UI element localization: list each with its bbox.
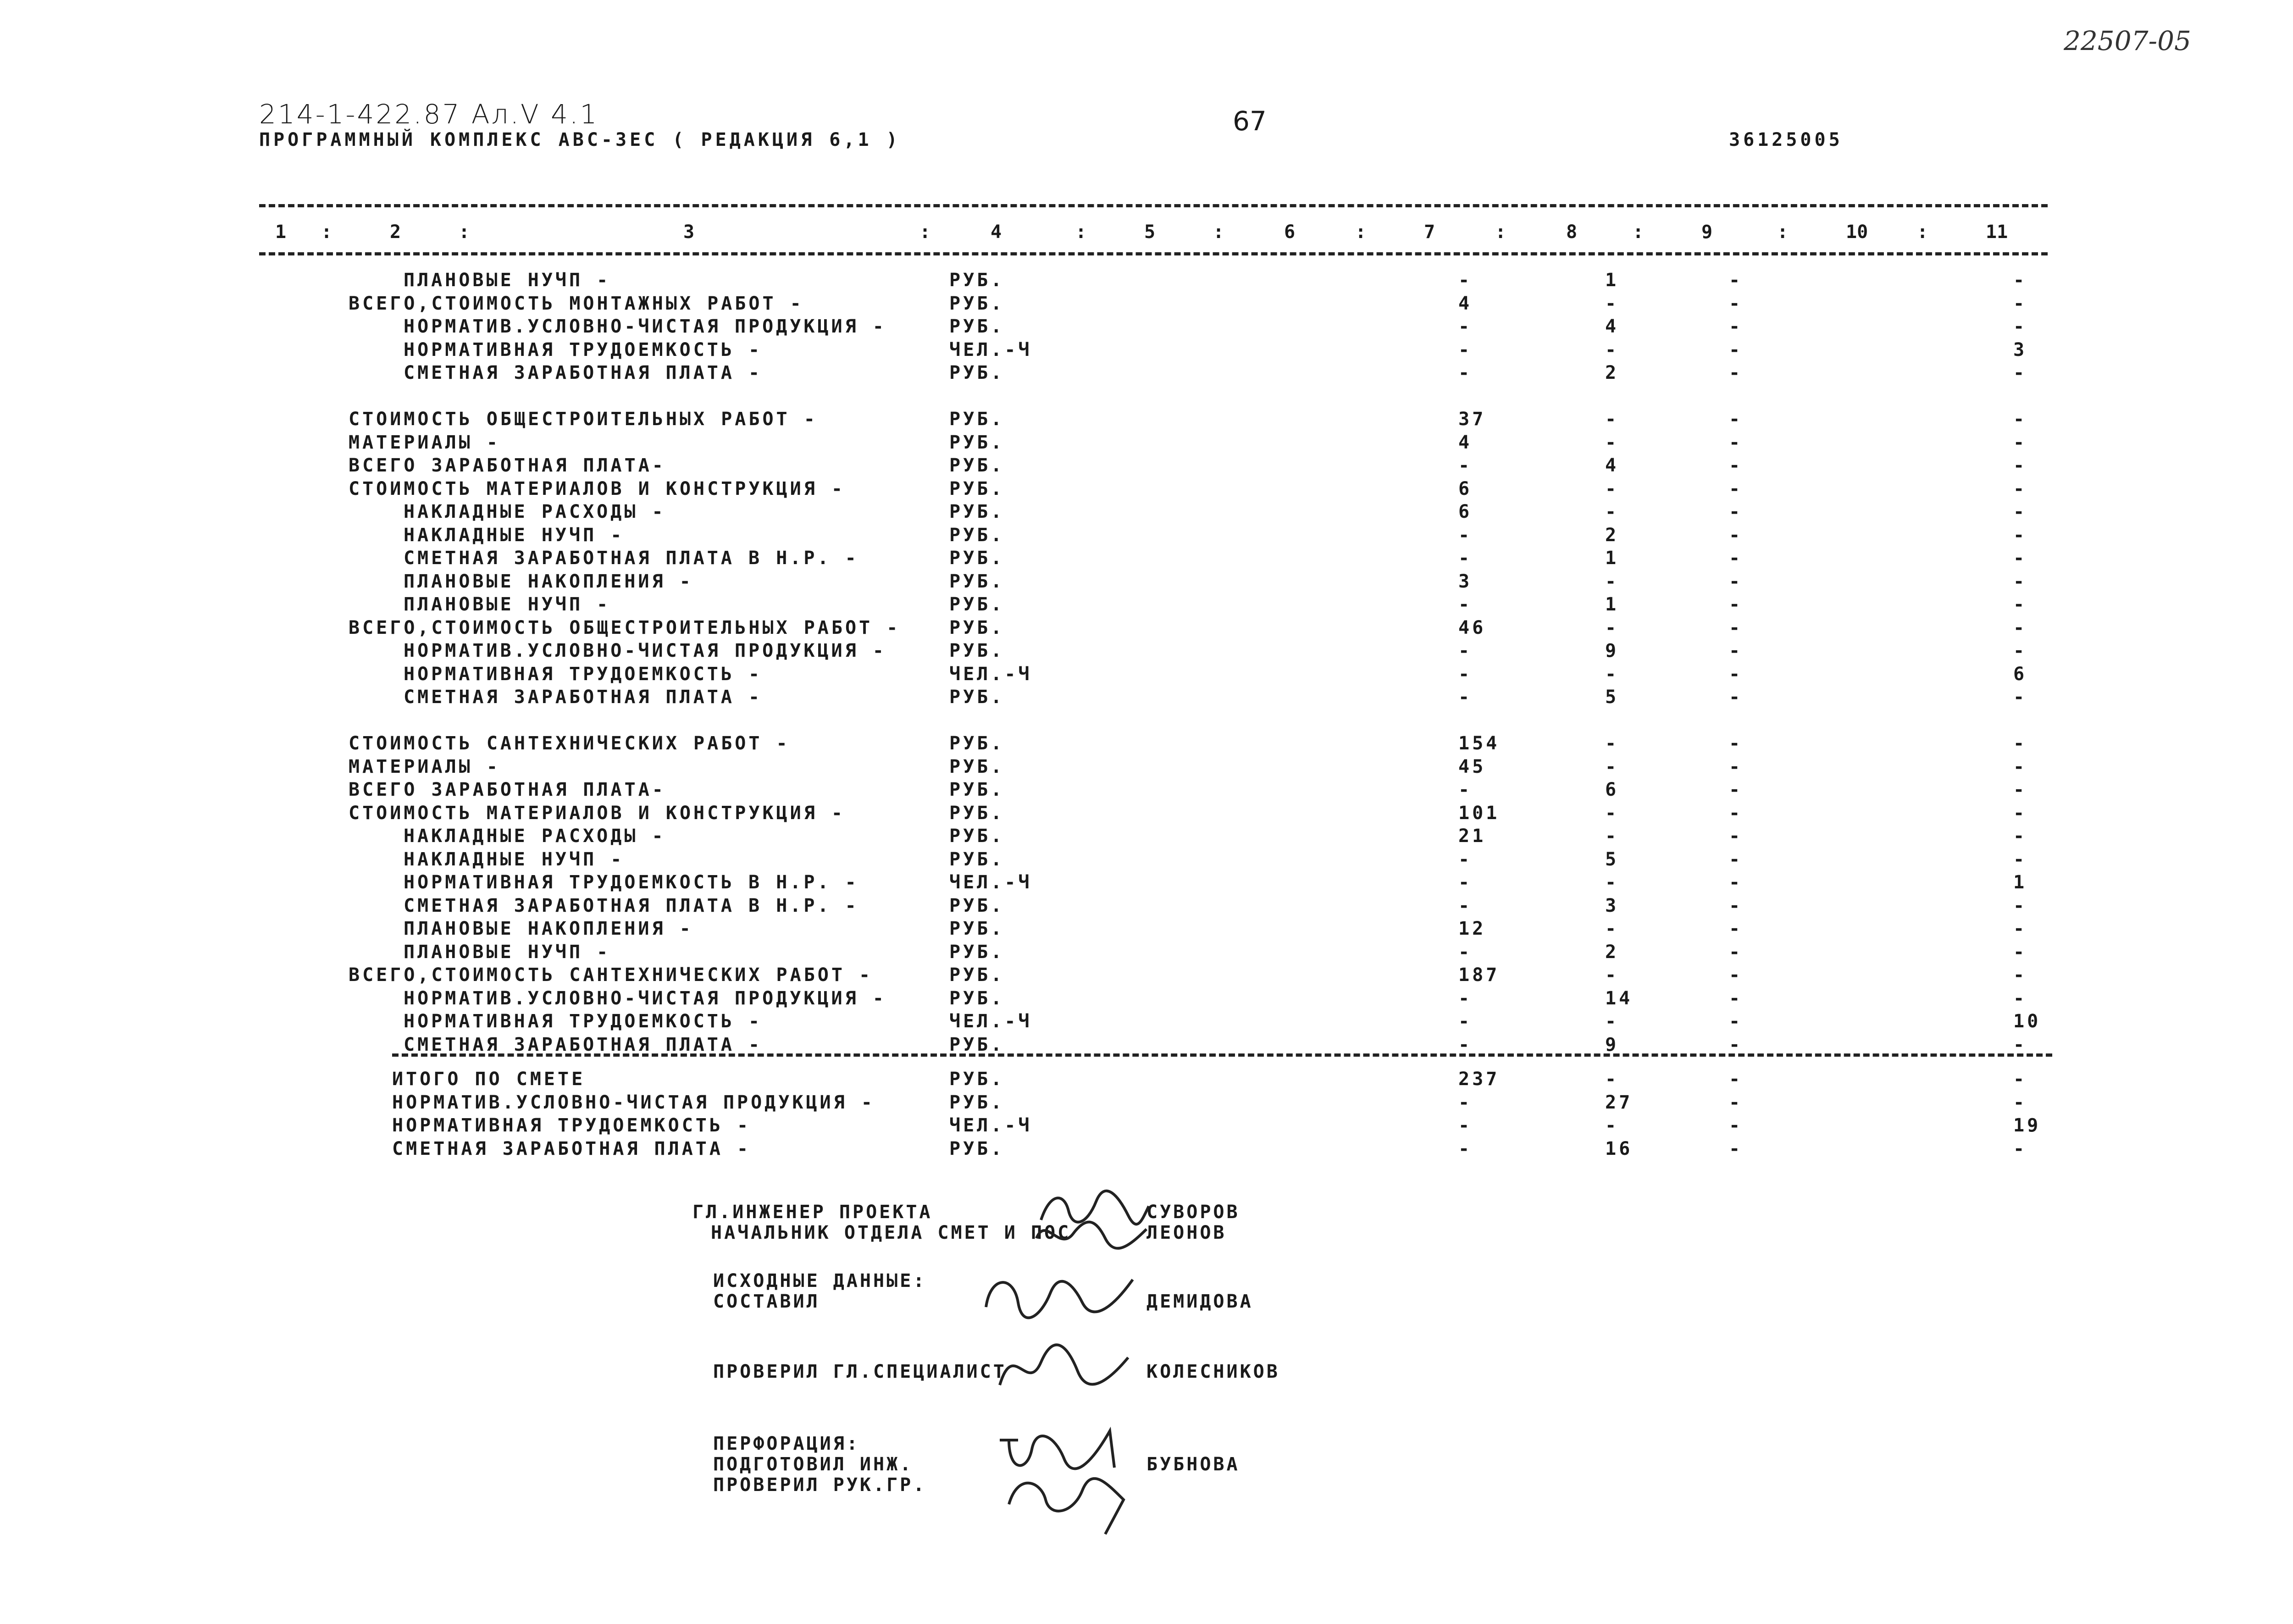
table-row — [0, 964, 2293, 987]
row-col11: - — [2013, 733, 2027, 754]
row-col9: - — [1729, 548, 1743, 569]
row-unit: РУБ. — [949, 1034, 1005, 1055]
row-col11: 3 — [2013, 339, 2027, 360]
table-row — [0, 895, 2293, 918]
row-col9: - — [1729, 478, 1743, 499]
row-col11: - — [2013, 1092, 2027, 1113]
row-col9: - — [1729, 571, 1743, 592]
table-row — [0, 640, 2293, 663]
row-col9: - — [1729, 941, 1743, 963]
row-col9: - — [1729, 1034, 1743, 1055]
row-col11: - — [2013, 594, 2027, 615]
prepared-label: ПОДГОТОВИЛ ИНЖ. — [713, 1454, 914, 1475]
row-col8: - — [1605, 802, 1619, 824]
row-col7: - — [1458, 594, 1473, 615]
row-col9: - — [1729, 432, 1743, 453]
row-col8: 2 — [1605, 941, 1619, 963]
table-row — [0, 362, 2293, 385]
row-col11: - — [2013, 987, 2027, 1009]
row-label: ВСЕГО,СТОИМОСТЬ МОНТАЖНЫХ РАБОТ - — [349, 293, 804, 314]
column-separator: : — [1777, 222, 1789, 243]
row-col11: 19 — [2013, 1115, 2041, 1136]
row-col8: 4 — [1605, 455, 1619, 476]
row-col9: - — [1729, 1115, 1743, 1136]
row-unit: РУБ. — [949, 987, 1005, 1009]
row-col11: - — [2013, 687, 2027, 708]
row-unit: РУБ. — [949, 293, 1005, 314]
totals-rule — [392, 1053, 2052, 1057]
table-row — [0, 1115, 2293, 1138]
row-col11: - — [2013, 316, 2027, 337]
table-row — [0, 409, 2293, 432]
table-row — [0, 316, 2293, 339]
row-label: НАКЛАДНЫЕ РАСХОДЫ - — [404, 501, 666, 522]
table-row — [0, 525, 2293, 548]
row-col11: - — [2013, 1069, 2027, 1090]
row-col7: - — [1458, 872, 1473, 893]
row-col9: - — [1729, 802, 1743, 824]
row-col9: - — [1729, 779, 1743, 800]
table-row — [0, 455, 2293, 478]
row-col8: - — [1605, 872, 1619, 893]
table-row — [0, 1069, 2293, 1092]
row-label: СМЕТНАЯ ЗАРАБОТНАЯ ПЛАТА В Н.Р. - — [404, 548, 859, 569]
row-col9: - — [1729, 640, 1743, 661]
row-col11: - — [2013, 756, 2027, 777]
row-label: НОРМАТИВНАЯ ТРУДОЕМКОСТЬ - — [404, 339, 763, 360]
row-col9: - — [1729, 733, 1743, 754]
row-col11: - — [2013, 779, 2027, 800]
row-col7: 46 — [1458, 617, 1486, 638]
row-unit: РУБ. — [949, 571, 1005, 592]
row-unit: РУБ. — [949, 524, 1005, 546]
column-header-2: 2 — [390, 222, 401, 243]
row-col8: 16 — [1605, 1138, 1633, 1159]
table-row — [0, 594, 2293, 617]
row-col11: - — [2013, 293, 2027, 314]
row-col9: - — [1729, 1138, 1743, 1159]
row-label: НАКЛАДНЫЕ НУЧП - — [404, 524, 625, 546]
table-row — [0, 293, 2293, 316]
row-col8: - — [1605, 293, 1619, 314]
row-col11: - — [2013, 1138, 2027, 1159]
column-separator: : — [1213, 222, 1224, 243]
signature-demidova — [981, 1266, 1137, 1330]
row-col11: - — [2013, 617, 2027, 638]
row-col7: - — [1458, 779, 1473, 800]
table-row — [0, 1011, 2293, 1034]
row-label: СТОИМОСТЬ ОБЩЕСТРОИТЕЛЬНЫХ РАБОТ - — [349, 409, 818, 430]
table-row — [0, 779, 2293, 802]
column-header-4: 4 — [991, 222, 1002, 243]
row-label: НАКЛАДНЫЕ РАСХОДЫ - — [404, 826, 666, 847]
row-col8: 1 — [1605, 548, 1619, 569]
row-col11: - — [2013, 571, 2027, 592]
row-col8: 2 — [1605, 362, 1619, 383]
table-row — [0, 339, 2293, 362]
row-col11: 6 — [2013, 663, 2027, 685]
column-header-5: 5 — [1144, 222, 1156, 243]
row-col7: - — [1458, 848, 1473, 870]
row-unit: РУБ. — [949, 270, 1005, 291]
row-col8: - — [1605, 918, 1619, 939]
row-unit: РУБ. — [949, 733, 1005, 754]
row-col9: - — [1729, 1011, 1743, 1032]
row-col7: - — [1458, 663, 1473, 685]
compiled-name: ДЕМИДОВА — [1146, 1291, 1253, 1312]
group-check-label: ПРОВЕРИЛ РУК.ГР. — [713, 1474, 927, 1496]
row-label: ПЛАНОВЫЕ НАКОПЛЕНИЯ - — [404, 571, 693, 592]
row-label: СМЕТНАЯ ЗАРАБОТНАЯ ПЛАТА В Н.Р. - — [404, 895, 859, 916]
row-label: ВСЕГО ЗАРАБОТНАЯ ПЛАТА- — [349, 779, 666, 800]
checked-label: ПРОВЕРИЛ ГЛ.СПЕЦИАЛИСТ — [713, 1361, 1007, 1382]
corner-archive-note: 22507-05 — [2064, 25, 2191, 56]
row-col8: 5 — [1605, 687, 1619, 708]
row-unit: РУБ. — [949, 1092, 1005, 1113]
row-col7: 4 — [1458, 432, 1473, 453]
row-col8: - — [1605, 339, 1619, 360]
row-unit: РУБ. — [949, 432, 1005, 453]
table-row — [0, 849, 2293, 872]
column-separator: : — [1495, 222, 1507, 243]
table-row — [0, 1092, 2293, 1115]
row-unit: РУБ. — [949, 964, 1005, 986]
row-col11: - — [2013, 640, 2027, 661]
column-separator: : — [1355, 222, 1367, 243]
row-col7: 154 — [1458, 733, 1500, 754]
row-col11: - — [2013, 455, 2027, 476]
row-col7: - — [1458, 1011, 1473, 1032]
table-row — [0, 918, 2293, 941]
row-col11: - — [2013, 848, 2027, 870]
table-row — [0, 1138, 2293, 1161]
row-col11: - — [2013, 409, 2027, 430]
chief-engineer-role: ГЛ.ИНЖЕНЕР ПРОЕКТА — [692, 1202, 933, 1223]
row-col11: - — [2013, 826, 2027, 847]
table-row — [0, 548, 2293, 571]
source-data-label: ИСХОДНЫЕ ДАННЫЕ: — [713, 1270, 927, 1291]
row-col8: - — [1605, 432, 1619, 453]
column-header-11: 11 — [1986, 222, 2008, 243]
row-unit: ЧЕЛ.-Ч — [949, 663, 1032, 685]
row-unit: ЧЕЛ.-Ч — [949, 872, 1032, 893]
column-separator: : — [459, 222, 470, 243]
row-unit: РУБ. — [949, 895, 1005, 916]
row-unit: РУБ. — [949, 594, 1005, 615]
row-unit: ЧЕЛ.-Ч — [949, 1115, 1032, 1136]
row-col8: 9 — [1605, 1034, 1619, 1055]
row-col9: - — [1729, 756, 1743, 777]
table-row — [0, 687, 2293, 709]
column-header-7: 7 — [1424, 222, 1435, 243]
row-col8: - — [1605, 826, 1619, 847]
column-separator: : — [919, 222, 931, 243]
document-number: 36125005 — [1729, 129, 1843, 150]
column-separator: : — [1075, 222, 1087, 243]
row-label: СТОИМОСТЬ МАТЕРИАЛОВ И КОНСТРУКЦИЯ - — [349, 802, 845, 824]
row-col11: 1 — [2013, 872, 2027, 893]
row-col11: - — [2013, 918, 2027, 939]
row-col11: 10 — [2013, 1011, 2041, 1032]
row-col8: 3 — [1605, 895, 1619, 916]
prepared-name: БУБНОВА — [1146, 1454, 1240, 1475]
row-col8: 1 — [1605, 594, 1619, 615]
column-header-9: 9 — [1701, 222, 1713, 243]
row-col11: - — [2013, 362, 2027, 383]
row-col7: - — [1458, 455, 1473, 476]
page-number: 67 — [1233, 105, 1267, 137]
row-unit: РУБ. — [949, 918, 1005, 939]
row-col7: 187 — [1458, 964, 1500, 986]
row-col9: - — [1729, 293, 1743, 314]
table-row — [0, 942, 2293, 964]
row-unit: РУБ. — [949, 779, 1005, 800]
row-col7: - — [1458, 270, 1473, 291]
row-col7: - — [1458, 1092, 1473, 1113]
table-row — [0, 872, 2293, 895]
row-col7: - — [1458, 640, 1473, 661]
row-col7: - — [1458, 687, 1473, 708]
row-col8: 9 — [1605, 640, 1619, 661]
row-label: МАТЕРИАЛЫ - — [349, 756, 500, 777]
signature-leonov — [1032, 1211, 1151, 1261]
row-col9: - — [1729, 455, 1743, 476]
row-col11: - — [2013, 524, 2027, 546]
row-label: НОРМАТИВ.УСЛОВНО-ЧИСТАЯ ПРОДУКЦИЯ - — [404, 316, 886, 337]
row-unit: РУБ. — [949, 362, 1005, 383]
row-col7: - — [1458, 941, 1473, 963]
row-col7: - — [1458, 339, 1473, 360]
row-col8: - — [1605, 409, 1619, 430]
table-top-rule — [259, 204, 2048, 207]
row-label: ПЛАНОВЫЕ НАКОПЛЕНИЯ - — [404, 918, 693, 939]
table-row — [0, 501, 2293, 524]
row-label: НОРМАТИВ.УСЛОВНО-ЧИСТАЯ ПРОДУКЦИЯ - — [404, 987, 886, 1009]
row-col9: - — [1729, 918, 1743, 939]
dept-head-name: ЛЕОНОВ — [1146, 1222, 1227, 1243]
document-code: 214-1-422.87 Ал.V 4.1 — [259, 99, 599, 130]
row-col9: - — [1729, 663, 1743, 685]
row-col7: - — [1458, 524, 1473, 546]
table-row — [0, 432, 2293, 455]
row-label: ПЛАНОВЫЕ НУЧП - — [404, 941, 611, 963]
column-header-8: 8 — [1566, 222, 1578, 243]
row-col11: - — [2013, 501, 2027, 522]
row-col7: 37 — [1458, 409, 1486, 430]
checked-name: КОЛЕСНИКОВ — [1146, 1361, 1280, 1382]
row-col8: - — [1605, 1069, 1619, 1090]
row-label: СТОИМОСТЬ САНТЕХНИЧЕСКИХ РАБОТ - — [349, 733, 790, 754]
row-col8: - — [1605, 501, 1619, 522]
row-label: НАКЛАДНЫЕ НУЧП - — [404, 848, 625, 870]
column-header-10: 10 — [1846, 222, 1868, 243]
row-unit: РУБ. — [949, 501, 1005, 522]
row-col11: - — [2013, 1034, 2027, 1055]
row-col9: - — [1729, 1069, 1743, 1090]
row-col7: - — [1458, 1138, 1473, 1159]
row-col11: - — [2013, 548, 2027, 569]
row-col7: 21 — [1458, 826, 1486, 847]
table-row — [0, 664, 2293, 687]
row-col9: - — [1729, 316, 1743, 337]
row-unit: ЧЕЛ.-Ч — [949, 339, 1032, 360]
row-col8: 14 — [1605, 987, 1633, 1009]
row-label: СМЕТНАЯ ЗАРАБОТНАЯ ПЛАТА - — [392, 1138, 751, 1159]
row-unit: РУБ. — [949, 1138, 1005, 1159]
column-separator: : — [321, 222, 332, 243]
table-row — [0, 733, 2293, 756]
row-label: НОРМАТИВНАЯ ТРУДОЕМКОСТЬ - — [404, 663, 763, 685]
row-col9: - — [1729, 964, 1743, 986]
row-label: СМЕТНАЯ ЗАРАБОТНАЯ ПЛАТА - — [404, 1034, 763, 1055]
column-header-1: 1 — [275, 222, 287, 243]
row-col7: 237 — [1458, 1069, 1500, 1090]
row-col8: - — [1605, 571, 1619, 592]
row-unit: РУБ. — [949, 478, 1005, 499]
row-col9: - — [1729, 501, 1743, 522]
row-unit: РУБ. — [949, 455, 1005, 476]
table-row — [0, 803, 2293, 826]
row-col8: - — [1605, 733, 1619, 754]
table-row — [0, 571, 2293, 594]
row-col9: - — [1729, 362, 1743, 383]
row-col11: - — [2013, 270, 2027, 291]
row-col7: 6 — [1458, 501, 1473, 522]
column-separator: : — [1633, 222, 1644, 243]
row-col8: - — [1605, 1011, 1619, 1032]
row-unit: РУБ. — [949, 640, 1005, 661]
row-label: НОРМАТИВНАЯ ТРУДОЕМКОСТЬ В Н.Р. - — [404, 872, 859, 893]
dept-head-role: НАЧАЛЬНИК ОТДЕЛА СМЕТ И ПОС — [711, 1222, 1071, 1243]
compiled-label: СОСТАВИЛ — [713, 1291, 820, 1312]
row-unit: РУБ. — [949, 826, 1005, 847]
row-col11: - — [2013, 895, 2027, 916]
row-col7: - — [1458, 987, 1473, 1009]
row-col8: - — [1605, 663, 1619, 685]
row-col7: 4 — [1458, 293, 1473, 314]
row-col9: - — [1729, 409, 1743, 430]
column-header-6: 6 — [1284, 222, 1296, 243]
row-col9: - — [1729, 339, 1743, 360]
row-col8: - — [1605, 1115, 1619, 1136]
row-col7: - — [1458, 895, 1473, 916]
row-col9: - — [1729, 594, 1743, 615]
row-col7: - — [1458, 316, 1473, 337]
row-col9: - — [1729, 872, 1743, 893]
row-col7: 101 — [1458, 802, 1500, 824]
row-col7: 3 — [1458, 571, 1473, 592]
table-row — [0, 756, 2293, 779]
row-col8: 27 — [1605, 1092, 1633, 1113]
row-col7: - — [1458, 1115, 1473, 1136]
row-col8: 1 — [1605, 270, 1619, 291]
table-row — [0, 478, 2293, 501]
row-unit: РУБ. — [949, 409, 1005, 430]
row-col7: - — [1458, 362, 1473, 383]
row-col7: - — [1458, 1034, 1473, 1055]
row-unit: РУБ. — [949, 687, 1005, 708]
row-col7: 12 — [1458, 918, 1486, 939]
row-unit: РУБ. — [949, 941, 1005, 963]
row-col11: - — [2013, 432, 2027, 453]
row-col11: - — [2013, 802, 2027, 824]
row-label: ПЛАНОВЫЕ НУЧП - — [404, 594, 611, 615]
row-col9: - — [1729, 987, 1743, 1009]
row-label: МАТЕРИАЛЫ - — [349, 432, 500, 453]
program-title: ПРОГРАММНЫЙ КОМПЛЕКС АВС-3ЕС ( РЕДАКЦИЯ 6,1 ) — [259, 129, 901, 150]
row-col11: - — [2013, 964, 2027, 986]
row-unit: РУБ. — [949, 617, 1005, 638]
signature-kolesnikov — [995, 1330, 1133, 1403]
row-col8: 5 — [1605, 848, 1619, 870]
chief-engineer-name: СУВОРОВ — [1146, 1202, 1240, 1223]
row-col7: 6 — [1458, 478, 1473, 499]
perforation-label: ПЕРФОРАЦИЯ: — [713, 1433, 860, 1454]
row-col9: - — [1729, 270, 1743, 291]
row-col9: - — [1729, 1092, 1743, 1113]
row-col11: - — [2013, 941, 2027, 963]
row-col9: - — [1729, 524, 1743, 546]
row-label: СМЕТНАЯ ЗАРАБОТНАЯ ПЛАТА - — [404, 362, 763, 383]
row-unit: РУБ. — [949, 756, 1005, 777]
row-col7: - — [1458, 548, 1473, 569]
row-label: ВСЕГО,СТОИМОСТЬ ОБЩЕСТРОИТЕЛЬНЫХ РАБОТ - — [349, 617, 901, 638]
row-label: ВСЕГО ЗАРАБОТНАЯ ПЛАТА- — [349, 455, 666, 476]
row-label: НОРМАТИВНАЯ ТРУДОЕМКОСТЬ - — [392, 1115, 751, 1136]
row-col7: 45 — [1458, 756, 1486, 777]
row-label: ВСЕГО,СТОИМОСТЬ САНТЕХНИЧЕСКИХ РАБОТ - — [349, 964, 873, 986]
row-label: НОРМАТИВНАЯ ТРУДОЕМКОСТЬ - — [404, 1011, 763, 1032]
table-row — [0, 826, 2293, 848]
row-unit: РУБ. — [949, 802, 1005, 824]
signature-bubnova — [991, 1422, 1137, 1536]
row-col9: - — [1729, 826, 1743, 847]
row-col8: - — [1605, 756, 1619, 777]
column-separator: : — [1917, 222, 1928, 243]
row-col8: - — [1605, 617, 1619, 638]
row-col8: - — [1605, 478, 1619, 499]
row-label: НОРМАТИВ.УСЛОВНО-ЧИСТАЯ ПРОДУКЦИЯ - — [392, 1092, 875, 1113]
row-label: НОРМАТИВ.УСЛОВНО-ЧИСТАЯ ПРОДУКЦИЯ - — [404, 640, 886, 661]
row-unit: РУБ. — [949, 848, 1005, 870]
table-row — [0, 988, 2293, 1011]
table-head-rule — [259, 252, 2048, 255]
row-label: ПЛАНОВЫЕ НУЧП - — [404, 270, 611, 291]
row-unit: РУБ. — [949, 316, 1005, 337]
row-col9: - — [1729, 848, 1743, 870]
row-unit: ЧЕЛ.-Ч — [949, 1011, 1032, 1032]
row-col8: - — [1605, 964, 1619, 986]
table-row — [0, 270, 2293, 293]
row-unit: РУБ. — [949, 548, 1005, 569]
row-col8: 4 — [1605, 316, 1619, 337]
row-col9: - — [1729, 617, 1743, 638]
row-label: ИТОГО ПО СМЕТЕ — [392, 1069, 586, 1090]
row-col11: - — [2013, 478, 2027, 499]
row-label: СМЕТНАЯ ЗАРАБОТНАЯ ПЛАТА - — [404, 687, 763, 708]
row-col8: 2 — [1605, 524, 1619, 546]
column-header-3: 3 — [683, 222, 695, 243]
row-col9: - — [1729, 687, 1743, 708]
row-col9: - — [1729, 895, 1743, 916]
row-unit: РУБ. — [949, 1069, 1005, 1090]
table-row — [0, 617, 2293, 640]
row-label: СТОИМОСТЬ МАТЕРИАЛОВ И КОНСТРУКЦИЯ - — [349, 478, 845, 499]
row-col8: 6 — [1605, 779, 1619, 800]
